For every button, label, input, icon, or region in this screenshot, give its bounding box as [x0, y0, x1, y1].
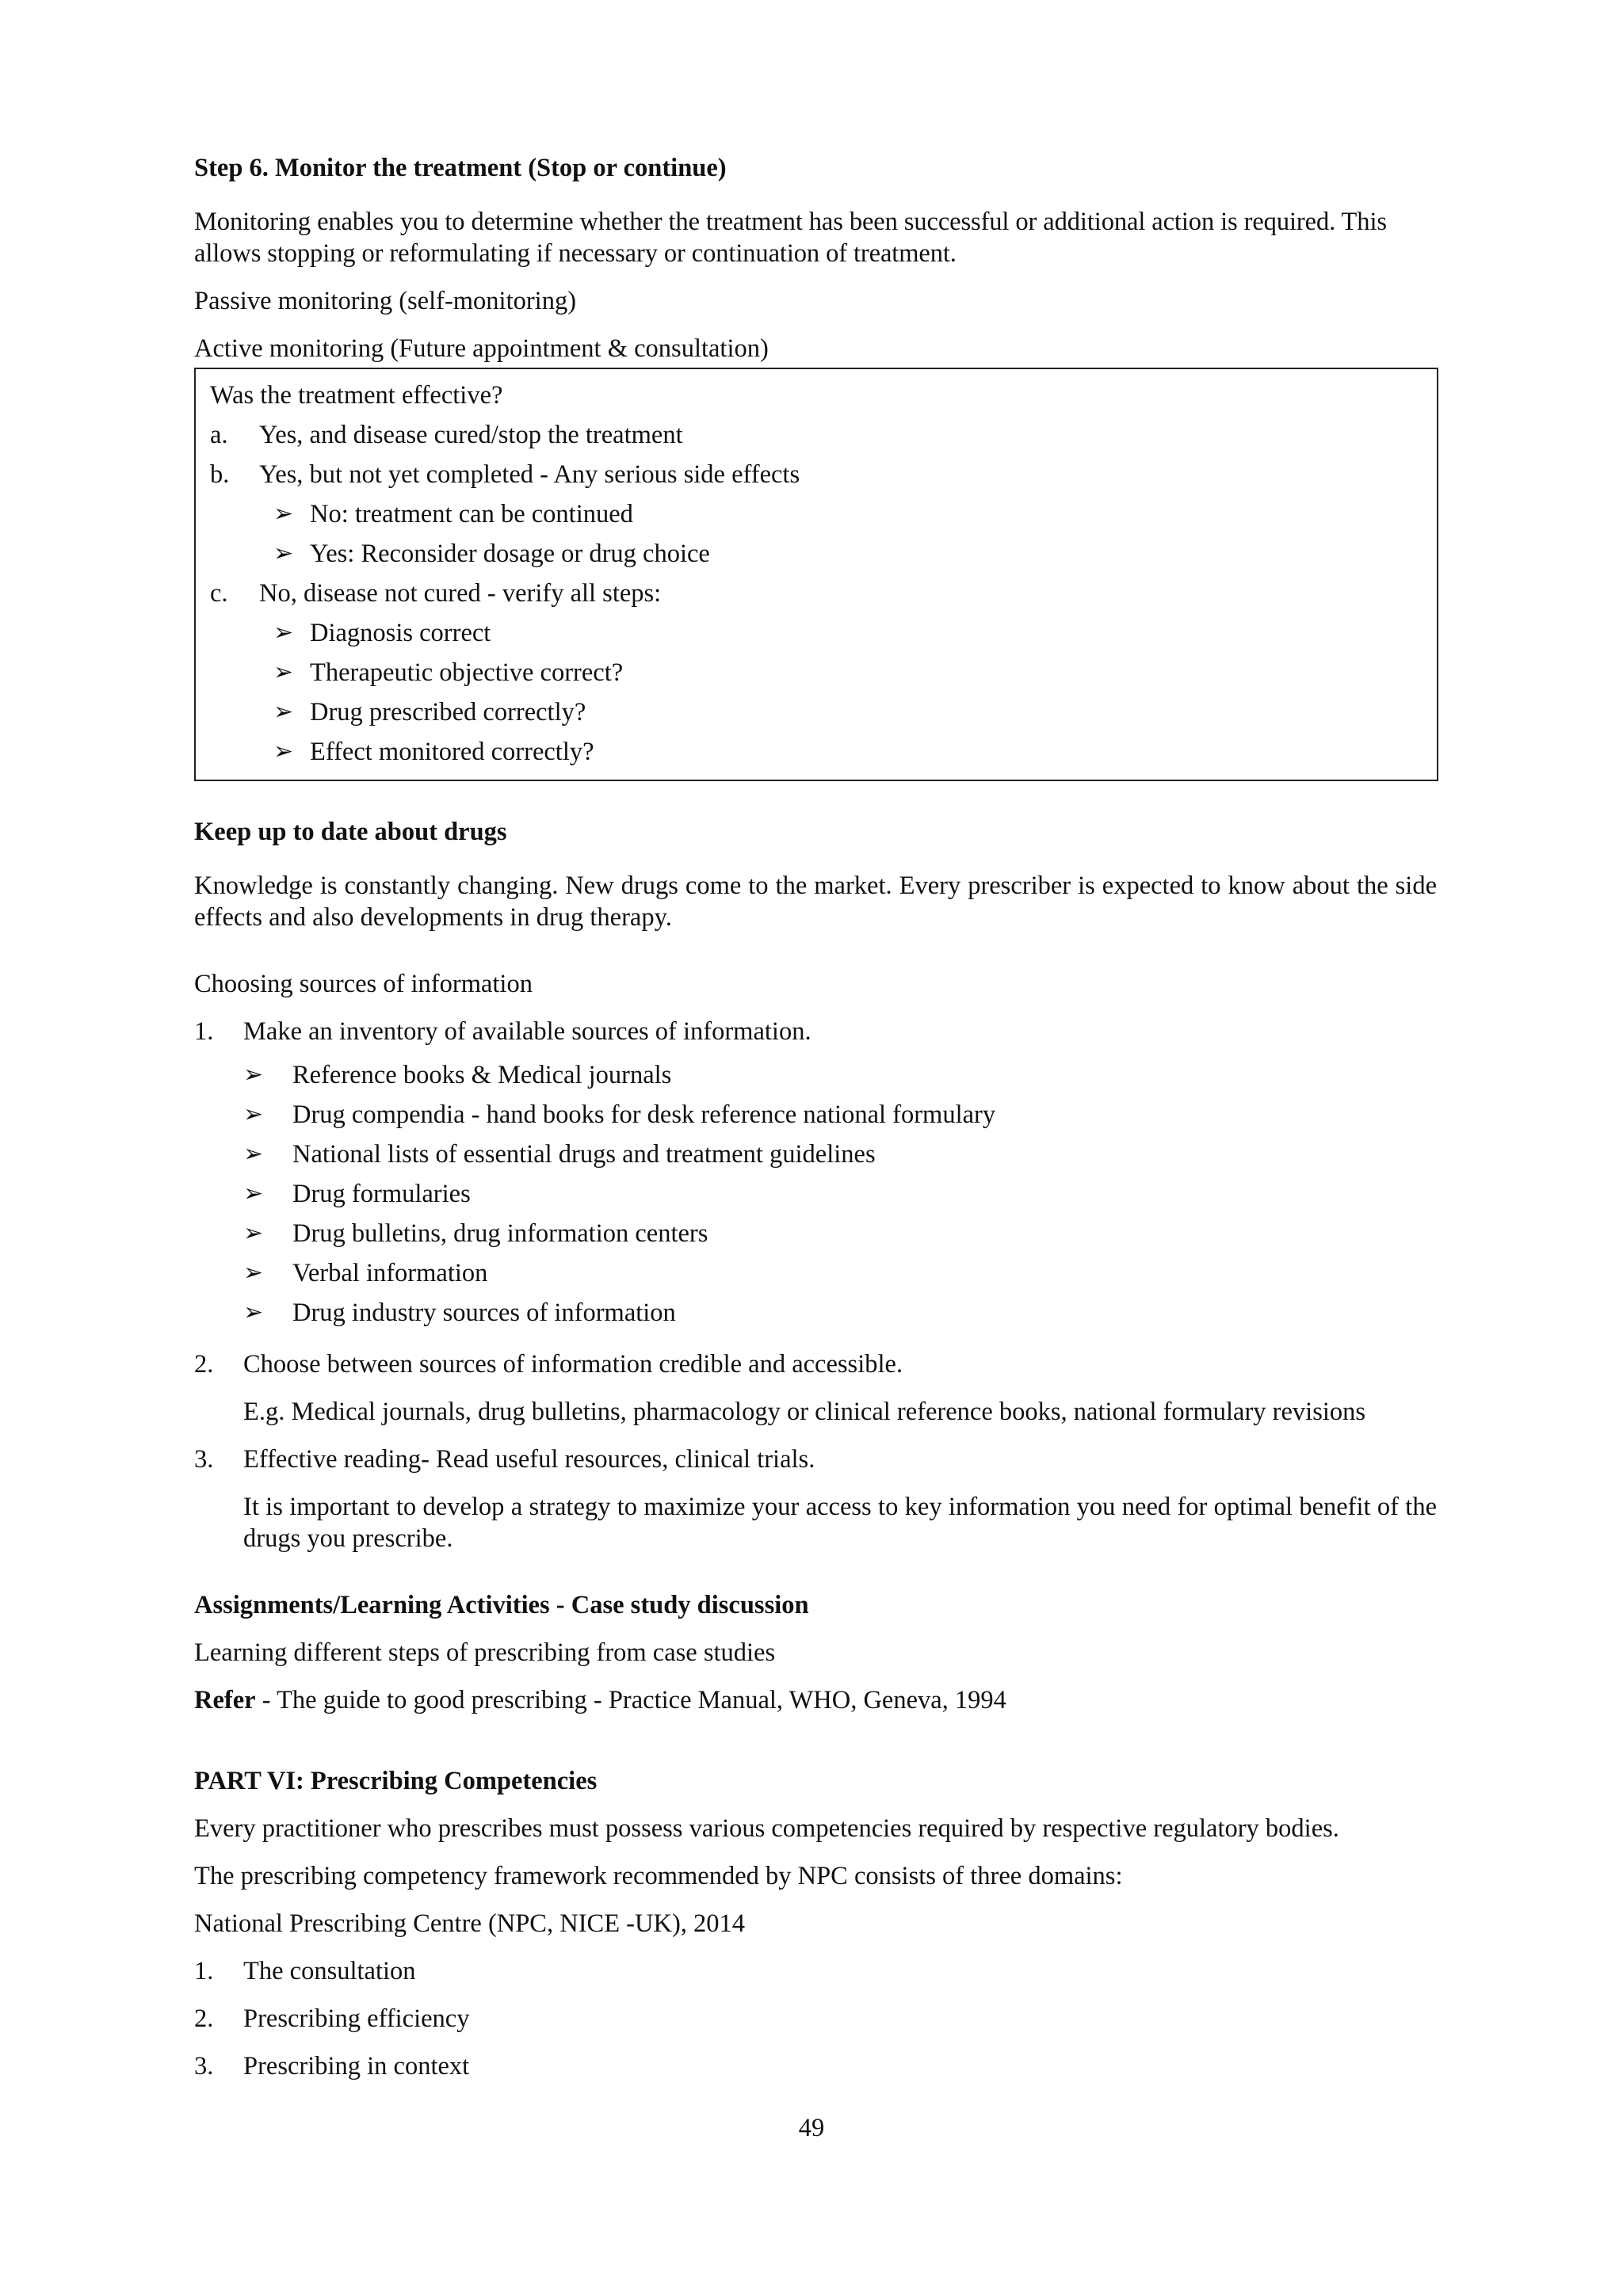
- list-item: ➢ Drug industry sources of information: [243, 1293, 1437, 1333]
- keep-intro: Knowledge is constantly changing. New drugs come to the market. Every prescriber is expected to know about the side effects and also developments in drug therapy.: [194, 871, 1437, 932]
- arrow-bullet-icon: ➢: [243, 1219, 264, 1247]
- part6-p3: National Prescribing Centre (NPC, NICE -UK), 2014: [194, 1909, 746, 1938]
- assignments-heading: Assignments/Learning Activities - Case study discussion: [194, 1591, 809, 1619]
- list-item-3: 3. Effective reading- Read useful resources, clinical trials.: [194, 1445, 815, 1474]
- keep-heading: Keep up to date about drugs: [194, 818, 507, 846]
- arrow-bullet-icon: ➢: [243, 1259, 264, 1287]
- arrow-bullet-icon: ➢: [243, 1180, 264, 1207]
- list-item: ➢ Verbal information: [243, 1253, 1437, 1293]
- box-b-sub: ➢ Yes: Reconsider dosage or drug choice: [210, 534, 1423, 574]
- list-item-1: 1. Make an inventory of available sources of information.: [194, 1017, 812, 1046]
- refer-line: [194, 1684, 1437, 1716]
- list-item: ➢ Reference books & Medical journals: [243, 1055, 1437, 1095]
- step6-intro: Monitoring enables you to determine whether the treatment has been successful or additional action is required. This allows stopping or reformulating if necessary or continuation of treatment.: [194, 208, 1387, 268]
- step6-heading: Step 6. Monitor the treatment (Stop or continue): [194, 154, 727, 182]
- list-item-3-note: It is important to develop a strategy to maximize your access to key information you need for optimal benefit of the drugs you prescribe.: [243, 1493, 1437, 1553]
- arrow-bullet-icon: ➢: [243, 1299, 264, 1326]
- domain-item: 1. The consultation: [194, 1957, 416, 1985]
- box-item-a: a. Yes, and disease cured/stop the treatment: [210, 421, 683, 449]
- arrow-bullet-icon: ➢: [273, 500, 294, 528]
- arrow-bullet-icon: ➢: [243, 1140, 264, 1168]
- refer-label: Refer: [194, 1686, 256, 1714]
- part6-heading: PART VI: Prescribing Competencies: [194, 1767, 598, 1795]
- page-number: 49: [798, 2114, 825, 2142]
- document-page: [194, 152, 1437, 2082]
- part6-p2: The prescribing competency framework recommended by NPC consists of three domains:: [194, 1862, 1123, 1890]
- arrow-bullet-icon: ➢: [273, 738, 294, 765]
- list-item-2-example: E.g. Medical journals, drug bulletins, pharmacology or clinical reference books, national formulary revisions: [243, 1398, 1366, 1426]
- list-item: ➢ Drug compendia - hand books for desk reference national formulary: [243, 1095, 1437, 1135]
- list-item: ➢ National lists of essential drugs and treatment guidelines: [243, 1135, 1437, 1174]
- arrow-bullet-icon: ➢: [243, 1061, 264, 1089]
- list-item-2: 2. Choose between sources of information credible and accessible.: [194, 1350, 903, 1379]
- domain-item: 3. Prescribing in context: [194, 2052, 470, 2081]
- part6-p1: Every practitioner who prescribes must possess various competencies required by respective regulatory bodies.: [194, 1814, 1339, 1843]
- list-item: ➢ Drug bulletins, drug information centers: [243, 1214, 1437, 1253]
- passive-monitoring: Passive monitoring (self-monitoring): [194, 287, 577, 315]
- box-question: Was the treatment effective?: [210, 381, 503, 410]
- treatment-effective-box: [194, 368, 1438, 781]
- arrow-bullet-icon: ➢: [273, 658, 294, 686]
- box-c-sub: ➢ Drug prescribed correctly?: [210, 692, 1423, 732]
- active-monitoring: Active monitoring (Future appointment & consultation): [194, 334, 769, 363]
- assignments-text: Learning different steps of prescribing from case studies: [194, 1638, 776, 1667]
- refer-text: - The guide to good prescribing - Practice Manual, WHO, Geneva, 1994: [255, 1686, 1006, 1714]
- list-item: ➢ Drug formularies: [243, 1174, 1437, 1214]
- arrow-bullet-icon: ➢: [273, 698, 294, 726]
- box-c-sub: ➢ Diagnosis correct: [210, 613, 1423, 653]
- sources-list: [243, 1055, 1437, 1333]
- arrow-bullet-icon: ➢: [243, 1100, 264, 1128]
- arrow-bullet-icon: ➢: [273, 619, 294, 646]
- box-item-c: c. No, disease not cured - verify all steps:: [210, 579, 662, 608]
- domain-item: 2. Prescribing efficiency: [194, 2004, 470, 2033]
- choosing-sources: Choosing sources of information: [194, 970, 533, 998]
- arrow-bullet-icon: ➢: [273, 540, 294, 567]
- box-c-sub: ➢ Effect monitored correctly?: [210, 732, 1423, 772]
- box-item-b: b. Yes, but not yet completed - Any serious side effects: [210, 460, 800, 489]
- box-c-sub: ➢ Therapeutic objective correct?: [210, 653, 1423, 692]
- box-b-sub: ➢ No: treatment can be continued: [210, 494, 1423, 534]
